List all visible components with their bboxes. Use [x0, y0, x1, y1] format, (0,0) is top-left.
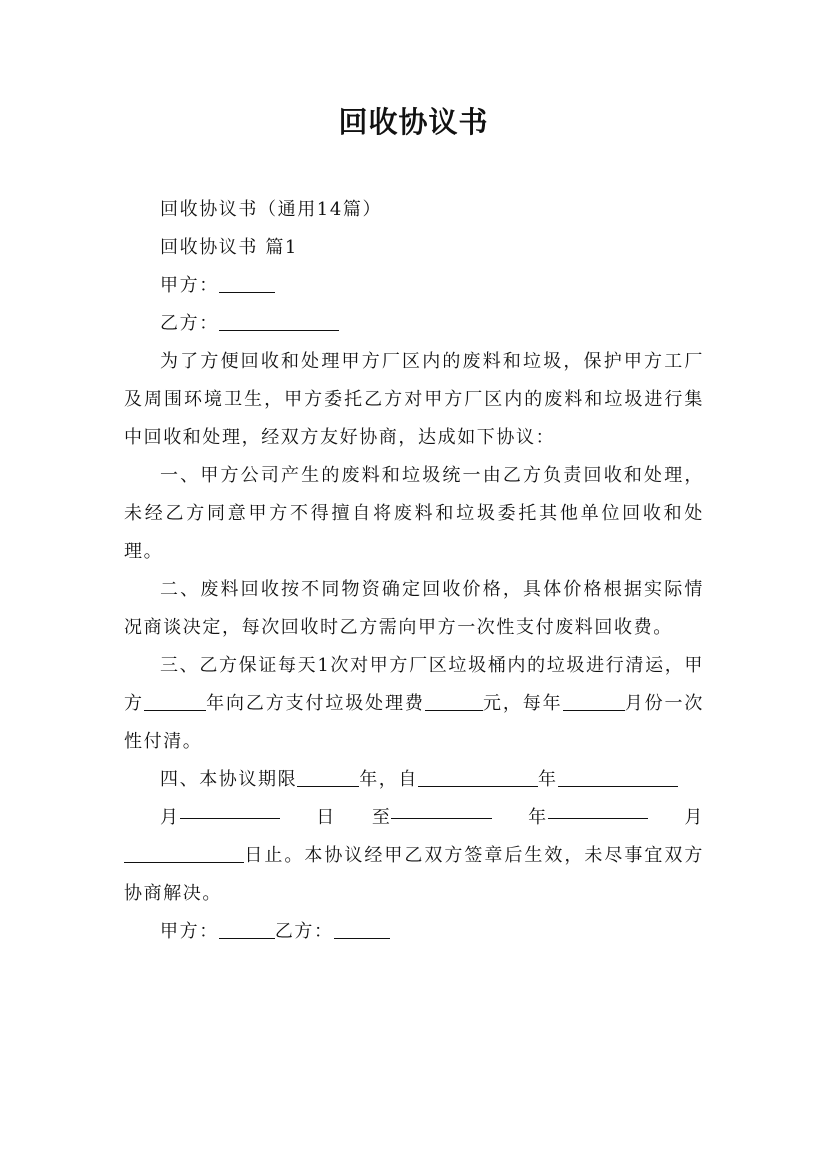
clause-1: 一、甲方公司产生的废料和垃圾统一由乙方负责回收和处理，未经乙方同意甲方不得擅自将废料和垃圾委托其他单位回收和处理。	[124, 465, 704, 562]
clause-4	[124, 761, 704, 799]
document-body	[124, 191, 704, 951]
clause-3-text-c: 元，每年	[482, 693, 563, 714]
clause-3-text-b: 年向乙方支付垃圾处理费	[205, 693, 425, 714]
clause-4-text-b: 年，自	[359, 769, 419, 790]
sign-b-blank	[334, 919, 390, 939]
party-a-label: 甲方：	[160, 275, 219, 296]
document-title: 回收协议书	[338, 105, 489, 139]
clause-4-text-c: 年	[538, 769, 558, 790]
party-a-blank	[219, 273, 275, 293]
subtitle: 回收协议书（通用14篇）	[160, 199, 383, 220]
fee-period-blank	[144, 691, 206, 711]
fee-amount-blank	[425, 691, 483, 711]
year-label: 年	[528, 807, 548, 828]
to-label: 至	[371, 807, 392, 828]
clause-4-text-a: 四、本协议期限	[160, 769, 298, 790]
clause-4-end	[124, 837, 704, 913]
term-years-blank	[297, 767, 359, 787]
start-day-blank	[180, 799, 281, 819]
end-month-blank	[548, 799, 649, 819]
payment-month-blank	[563, 691, 625, 711]
month-label-2: 月	[684, 807, 705, 828]
month-label: 月	[160, 807, 180, 828]
clause-4-date-line	[124, 799, 704, 837]
sign-a-label: 甲方：	[160, 921, 219, 942]
clause-2: 二、废料回收按不同物资确定回收价格，具体价格根据实际情况商谈决定，每次回收时乙方需向甲方一次性支付废料回收费。	[124, 579, 704, 638]
clause-3-text-d: 月份一次性付清。	[124, 693, 704, 752]
party-b-blank	[219, 311, 339, 331]
start-year-blank	[418, 767, 538, 787]
day-label: 日	[316, 807, 336, 828]
clause-3-text-a: 三、乙方保证每天1次对甲方厂区垃圾桶内的垃圾进行清运，甲方	[124, 655, 704, 714]
party-a-line	[124, 267, 704, 305]
clause-4-text-d: 日止。本协议经甲乙双方签章后生效，未尽事宜双方协商解决。	[124, 845, 704, 904]
party-b-line	[124, 305, 704, 343]
intro-paragraph: 为了方便回收和处理甲方厂区内的废料和垃圾，保护甲方工厂及周围环境卫生，甲方委托乙方对甲方厂区内的废料和垃圾进行集中回收和处理，经双方友好协商，达成如下协议：	[124, 351, 704, 448]
sign-b-label: 乙方：	[274, 921, 334, 942]
sign-a-blank	[219, 919, 275, 939]
end-day-blank	[124, 843, 244, 863]
clause-3	[124, 647, 704, 761]
start-month-blank	[558, 767, 678, 787]
party-b-label: 乙方：	[160, 313, 219, 334]
signature-line	[124, 913, 704, 951]
section-heading: 回收协议书 篇1	[160, 237, 298, 258]
end-year-blank	[391, 799, 492, 819]
